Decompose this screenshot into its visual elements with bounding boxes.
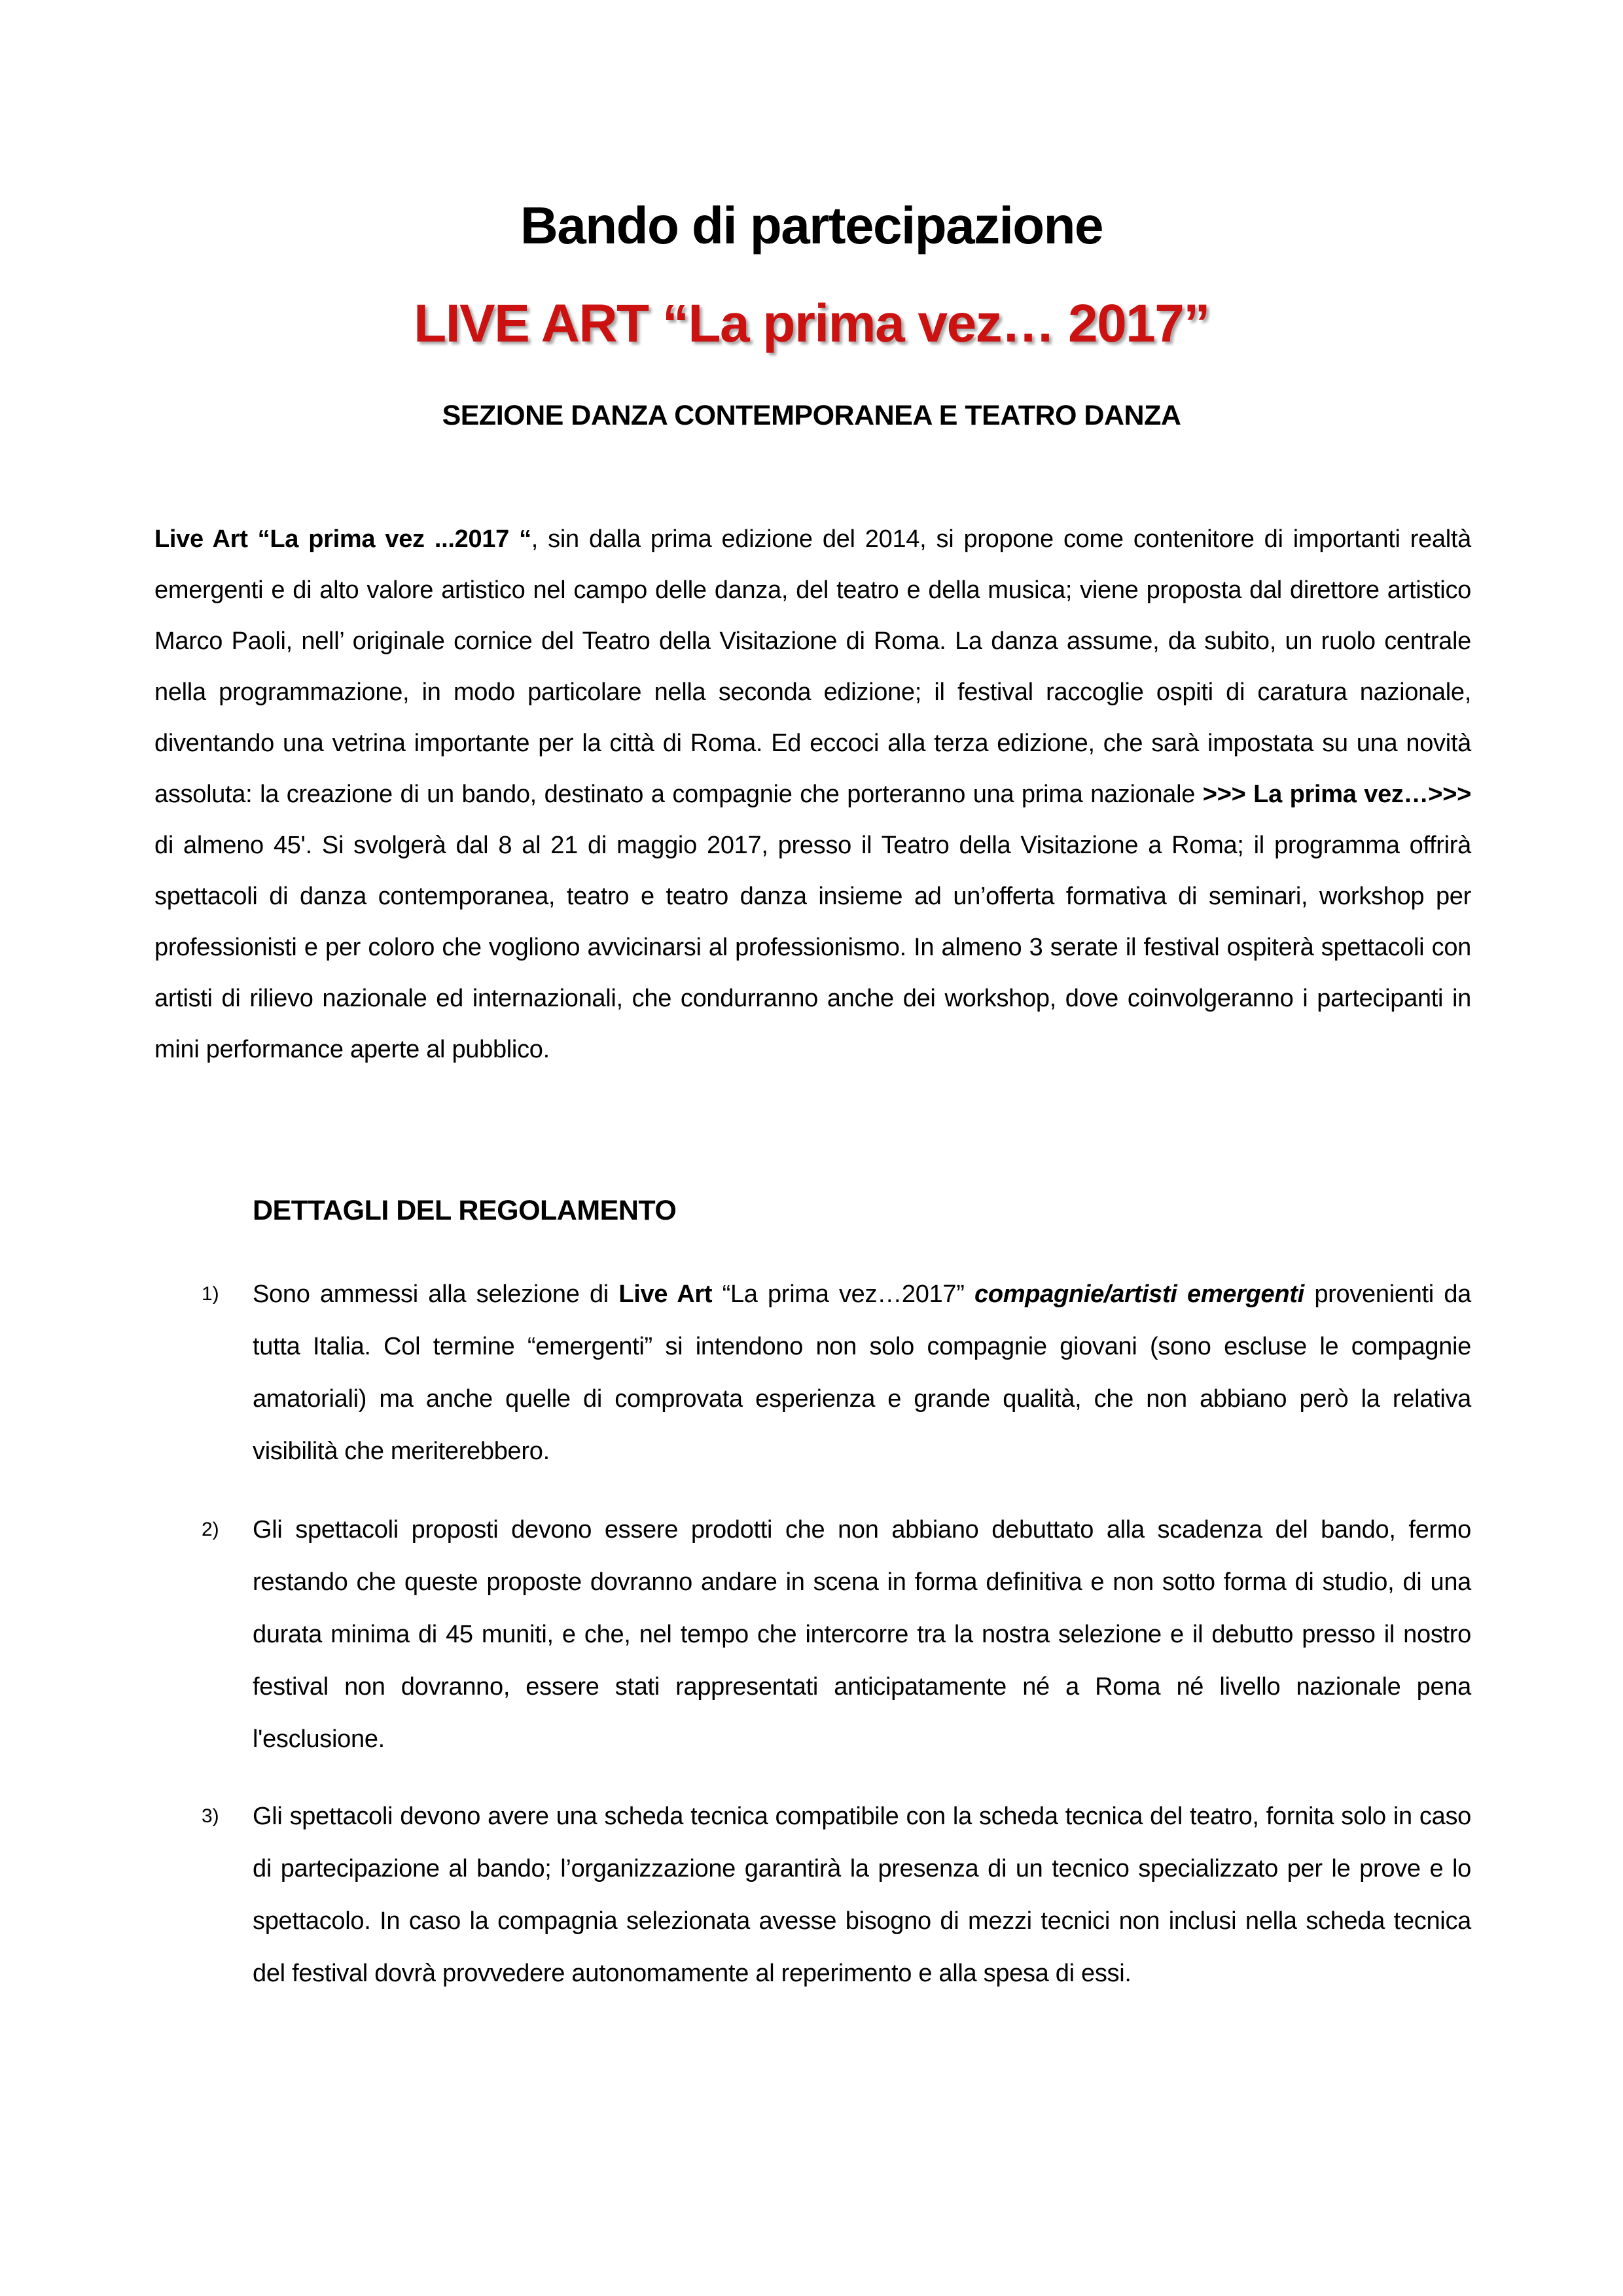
item-number: 3) [202, 1805, 219, 1827]
event-subtitle: LIVE ART “La prima vez… 2017” [414, 294, 1209, 353]
item-bold-italic: compagnie/artisti emergenti [974, 1280, 1304, 1308]
section-heading: SEZIONE DANZA CONTEMPORANEA E TEATRO DANZA [442, 400, 1181, 431]
intro-paragraph [154, 514, 1471, 1075]
item-text: Gli spettacoli devono avere una scheda tecnica compatibile con la scheda tecnica del teatro, fornita solo in caso di partecipazione al bando; l’organizzazione garantirà la presenza di un tecnico specializzato per le prove e lo spettacolo. In caso la compagnia selezionata avesse bisogno di mezzi tecnici non inclusi nella scheda tecnica del festival dovrà provvedere autonomamente al reperimento e alla spesa di essi. [253, 1803, 1471, 1987]
regolamento-heading: DETTAGLI DEL REGOLAMENTO [253, 1195, 677, 1226]
item-text: “La prima vez…2017” [712, 1280, 975, 1308]
page-title: Bando di partecipazione [520, 196, 1103, 255]
intro-text-1: , sin dalla prima edizione del 2014, si propone come contenitore di importanti realtà emergenti e di alto valore artistico nel campo delle danza, del teatro e della musica; viene proposta dal direttore artistico Marco Paoli, nell’ originale cornice del Teatro della Visitazione di Roma. La danza assume, da subito, un ruolo centrale nella programmazione, in modo particolare nella seconda edizione; il festival raccoglie ospiti di caratura nazionale, diventando una vetrina importante per la città di Roma. Ed eccoci alla terza edizione, che sarà impostata su una novità assoluta: la creazione di un bando, destinato a compagnie che porteranno una prima nazionale [154, 525, 1471, 808]
intro-text-2: di almeno 45'. Si svolgerà dal 8 al 21 di maggio 2017, presso il Teatro della Visitazione a Roma; il programma offrirà spettacoli di danza contemporanea, teatro e teatro danza insieme ad un’offerta formativa di seminari, workshop per professionisti e per coloro che vogliono avvicinarsi al professionismo. In almeno 3 serate il festival ospiterà spettacoli con artisti di rilievo nazionale ed internazionali, che condurranno anche dei workshop, dove coinvolgeranno i partecipanti in mini performance aperte al pubblico. [154, 832, 1471, 1063]
intro-lead: Live Art “La prima vez ...2017 “ [154, 525, 531, 553]
item-text: provenienti da tutta Italia. Col termine “emergenti” si intendono non solo compagnie giovani (sono escluse le compagnie amatoriali) ma anche quelle di comprovata esperienza e grande qualità, che non abbiano però la relativa visibilità che meriterebbero. [253, 1280, 1472, 1465]
regolamento-item-2 [202, 1504, 1471, 1765]
item-text: Sono ammessi alla selezione di [253, 1280, 619, 1308]
intro-bold-mid: >>> La prima vez…>>> [1202, 781, 1471, 808]
regolamento-item-3 [202, 1790, 1471, 2000]
item-bold: Live Art [618, 1280, 713, 1308]
item-text: Gli spettacoli proposti devono essere prodotti che non abbiano debuttato alla scadenza del bando, fermo restando che queste proposte dovranno andare in scena in forma definitiva e non sotto forma di studio, di una durata minima di 45 muniti, e che, nel tempo che intercorre tra la nostra selezione e il debutto presso il nostro festival non dovranno, essere stati rappresentati anticipatamente né a Roma né livello nazionale pena l'esclusione. [253, 1516, 1471, 1753]
regolamento-item-1 [202, 1268, 1472, 1477]
item-number: 2) [202, 1519, 219, 1540]
item-number: 1) [202, 1283, 219, 1305]
